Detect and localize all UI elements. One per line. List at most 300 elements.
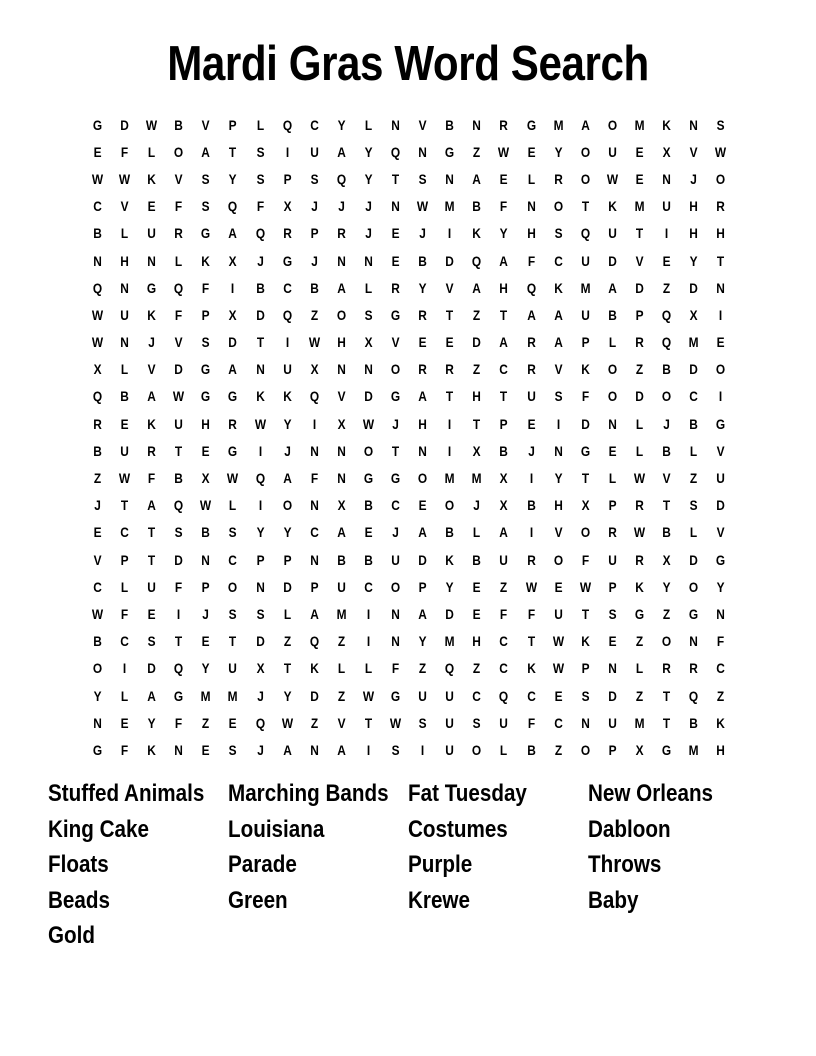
grid-letter: A	[228, 361, 238, 378]
grid-letter: N	[337, 470, 346, 487]
grid-letter: X	[689, 306, 698, 323]
grid-letter: P	[608, 497, 617, 514]
grid-letter: Z	[473, 660, 481, 677]
grid-letter: H	[526, 225, 536, 242]
grid-letter: E	[608, 633, 617, 650]
grid-letter: F	[148, 470, 156, 487]
grid-letter: D	[716, 497, 726, 514]
grid-letter: Q	[228, 198, 238, 215]
grid-letter: F	[121, 143, 129, 160]
grid-letter: F	[391, 660, 400, 677]
grid-letter: F	[527, 605, 535, 622]
grid-letter: N	[418, 143, 427, 160]
grid-letter: E	[554, 687, 563, 704]
grid-letter: K	[662, 116, 671, 133]
grid-letter: D	[255, 633, 265, 650]
grid-letter: M	[634, 198, 645, 215]
grid-letter: U	[580, 306, 590, 323]
grid-letter: T	[175, 633, 183, 650]
grid-letter: J	[256, 741, 264, 758]
grid-letter: D	[309, 687, 319, 704]
grid-letter: X	[229, 306, 237, 323]
grid-letter: O	[607, 388, 617, 405]
grid-letter: G	[688, 605, 699, 622]
word-list-item: Baby	[588, 886, 639, 914]
grid-letter: O	[607, 116, 617, 133]
grid-letter: M	[580, 279, 591, 296]
grid-letter: N	[337, 252, 346, 269]
grid-letter: Z	[635, 633, 644, 650]
grid-letter: R	[445, 361, 455, 378]
grid-letter: B	[120, 388, 129, 405]
grid-letter: Y	[364, 170, 373, 187]
grid-letter: D	[445, 605, 455, 622]
word-list-item: Parade	[228, 851, 297, 878]
grid-letter: A	[608, 279, 617, 296]
grid-letter: F	[500, 198, 508, 215]
grid-letter: F	[121, 741, 129, 758]
word-list-item: Fat Tuesday	[408, 780, 527, 807]
grid-letter: N	[337, 442, 346, 459]
grid-letter: H	[201, 415, 211, 432]
grid-letter: U	[228, 660, 238, 677]
grid-letter: G	[201, 361, 211, 378]
grid-letter: B	[662, 442, 671, 459]
grid-letter: D	[580, 415, 590, 432]
grid-letter: L	[121, 225, 129, 242]
grid-letter: I	[719, 306, 723, 323]
grid-letter: W	[633, 470, 646, 487]
grid-letter: E	[418, 334, 427, 351]
grid-letter: C	[499, 660, 509, 677]
word-list-item: Stuffed Animals	[48, 780, 205, 807]
grid-letter: B	[445, 524, 455, 541]
grid-letter: T	[527, 633, 535, 650]
word-list-item: Throws	[588, 851, 662, 878]
grid-letter: B	[337, 551, 346, 568]
grid-letter: R	[147, 442, 157, 459]
grid-letter: E	[93, 524, 102, 541]
grid-letter: G	[174, 687, 184, 704]
grid-letter: S	[608, 605, 617, 622]
grid-letter: Z	[500, 578, 508, 595]
grid-letter: P	[310, 225, 319, 242]
grid-letter: A	[337, 524, 346, 541]
grid-letter: N	[526, 198, 536, 215]
grid-letter: B	[93, 633, 102, 650]
grid-letter: Y	[201, 660, 210, 677]
grid-letter: W	[254, 415, 266, 432]
grid-letter: N	[553, 442, 563, 459]
grid-letter: L	[608, 470, 616, 487]
grid-letter: V	[391, 334, 400, 351]
grid-letter: G	[390, 687, 401, 704]
grid-letter: R	[635, 497, 644, 514]
grid-letter: P	[283, 551, 292, 568]
grid-letter: B	[499, 442, 509, 459]
grid-letter: R	[689, 660, 698, 677]
grid-letter: D	[174, 551, 184, 568]
grid-letter: V	[554, 361, 563, 378]
grid-letter: P	[499, 415, 508, 432]
grid-letter: R	[553, 170, 563, 187]
grid-letter: D	[174, 361, 184, 378]
grid-letter: T	[148, 524, 156, 541]
grid-letter: Y	[283, 687, 292, 704]
word-list-item: Louisiana	[228, 815, 325, 843]
grid-letter: K	[553, 279, 563, 296]
grid-letter: N	[309, 551, 319, 568]
grid-letter: U	[147, 578, 157, 595]
grid-letter: A	[309, 605, 319, 622]
grid-letter: I	[285, 143, 289, 160]
grid-letter: S	[364, 306, 373, 323]
grid-letter: F	[175, 714, 183, 731]
grid-letter: U	[445, 714, 455, 731]
grid-letter: D	[364, 388, 373, 405]
grid-letter: A	[418, 524, 427, 541]
grid-letter: B	[364, 551, 373, 568]
grid-letter: I	[366, 633, 371, 650]
grid-letter: E	[391, 252, 400, 269]
grid-letter: H	[337, 334, 346, 351]
grid-letter: Y	[283, 524, 292, 541]
grid-letter: I	[719, 388, 723, 405]
grid-letter: X	[662, 143, 671, 160]
grid-letter: S	[554, 225, 563, 242]
grid-letter: B	[662, 361, 671, 378]
grid-letter: S	[689, 497, 698, 514]
grid-letter: B	[689, 714, 698, 731]
grid-letter: O	[661, 388, 672, 405]
grid-letter: H	[472, 633, 482, 650]
grid-letter: P	[581, 334, 590, 351]
grid-letter: N	[689, 116, 698, 133]
grid-letter: S	[256, 143, 265, 160]
grid-letter: Y	[364, 143, 373, 160]
grid-letter: V	[174, 170, 183, 187]
grid-letter: C	[364, 578, 373, 595]
grid-letter: A	[418, 605, 427, 622]
grid-letter: L	[608, 334, 616, 351]
grid-letter: P	[581, 660, 590, 677]
grid-letter: O	[580, 143, 590, 160]
grid-letter: A	[472, 170, 482, 187]
grid-letter: Z	[473, 143, 481, 160]
grid-letter: G	[92, 116, 103, 133]
grid-letter: O	[580, 741, 590, 758]
grid-letter: J	[527, 442, 535, 459]
grid-letter: R	[499, 116, 509, 133]
grid-letter: W	[579, 578, 591, 595]
grid-letter: I	[312, 415, 316, 432]
grid-letter: L	[175, 252, 183, 269]
grid-letter: I	[258, 442, 262, 459]
grid-letter: G	[661, 741, 672, 758]
grid-letter: C	[282, 279, 292, 296]
grid-letter: K	[608, 198, 617, 215]
grid-letter: E	[418, 497, 427, 514]
grid-letter: F	[527, 252, 535, 269]
grid-letter: Y	[229, 170, 237, 187]
grid-letter: L	[364, 116, 373, 133]
grid-letter: U	[174, 415, 184, 432]
grid-letter: W	[119, 470, 131, 487]
grid-letter: S	[472, 714, 481, 731]
grid-letter: I	[177, 605, 181, 622]
grid-letter: X	[581, 497, 590, 514]
grid-letter: O	[472, 741, 482, 758]
grid-letter: W	[389, 714, 402, 731]
grid-letter: B	[445, 116, 455, 133]
grid-letter: Y	[554, 143, 563, 160]
grid-letter: K	[526, 660, 536, 677]
grid-letter: B	[174, 470, 184, 487]
grid-letter: K	[147, 170, 157, 187]
grid-letter: L	[364, 279, 373, 296]
grid-letter: Y	[716, 578, 725, 595]
grid-letter: P	[283, 170, 292, 187]
grid-letter: R	[337, 225, 346, 242]
grid-letter: F	[175, 578, 183, 595]
grid-letter: U	[337, 578, 346, 595]
grid-letter: S	[391, 741, 400, 758]
grid-letter: W	[715, 143, 727, 160]
grid-letter: C	[472, 687, 482, 704]
grid-letter: J	[94, 497, 101, 514]
grid-letter: Q	[174, 660, 184, 677]
grid-letter: T	[662, 714, 671, 731]
grid-letter: U	[608, 225, 617, 242]
grid-letter: I	[366, 741, 371, 758]
grid-letter: S	[147, 633, 156, 650]
grid-letter: L	[635, 660, 644, 677]
grid-letter: N	[716, 605, 726, 622]
grid-letter: Y	[689, 252, 698, 269]
grid-letter: B	[93, 442, 102, 459]
grid-letter: Z	[310, 714, 318, 731]
grid-letter: N	[472, 116, 482, 133]
grid-letter: I	[366, 605, 371, 622]
grid-letter: B	[526, 741, 536, 758]
grid-letter: F	[175, 306, 183, 323]
grid-letter: M	[471, 470, 482, 487]
grid-letter: U	[499, 551, 509, 568]
grid-letter: E	[527, 415, 536, 432]
grid-letter: L	[635, 415, 644, 432]
grid-letter: E	[716, 334, 725, 351]
grid-letter: F	[202, 279, 210, 296]
grid-letter: J	[690, 170, 697, 187]
grid-letter: P	[608, 578, 617, 595]
grid-letter: A	[553, 334, 563, 351]
grid-letter: R	[526, 551, 536, 568]
grid-letter: R	[93, 415, 102, 432]
grid-letter: V	[445, 279, 454, 296]
grid-letter: W	[606, 170, 618, 187]
grid-letter: N	[689, 633, 698, 650]
grid-letter: E	[120, 714, 129, 731]
grid-letter: W	[308, 334, 320, 351]
grid-letter: N	[391, 633, 400, 650]
grid-letter: C	[553, 252, 563, 269]
puzzle-title: Mardi Gras Word Search	[167, 37, 649, 91]
grid-letter: Q	[255, 714, 265, 731]
word-list-item: Green	[228, 886, 288, 914]
grid-letter: M	[634, 714, 645, 731]
grid-letter: I	[664, 225, 669, 242]
grid-letter: T	[635, 225, 644, 242]
grid-letter: W	[525, 578, 537, 595]
grid-letter: J	[365, 198, 372, 215]
grid-letter: C	[93, 578, 102, 595]
grid-letter: O	[390, 361, 401, 378]
grid-letter: K	[716, 714, 726, 731]
grid-letter: T	[662, 687, 671, 704]
grid-letter: W	[552, 660, 564, 677]
grid-letter: Q	[255, 225, 265, 242]
grid-letter: M	[336, 605, 347, 622]
word-list-item: Dabloon	[588, 815, 671, 843]
grid-letter: E	[472, 578, 481, 595]
grid-letter: G	[363, 470, 374, 487]
grid-letter: I	[448, 442, 452, 459]
grid-letter: O	[363, 442, 374, 459]
grid-letter: E	[364, 524, 373, 541]
grid-letter: D	[689, 551, 698, 568]
grid-letter: U	[608, 714, 617, 731]
grid-letter: C	[689, 388, 698, 405]
grid-letter: A	[337, 279, 346, 296]
grid-letter: U	[608, 551, 617, 568]
grid-letter: Z	[554, 741, 562, 758]
grid-letter: H	[689, 225, 698, 242]
grid-letter: Q	[526, 279, 536, 296]
grid-letter: Q	[174, 279, 184, 296]
grid-letter: T	[662, 497, 671, 514]
grid-letter: B	[201, 524, 211, 541]
grid-letter: C	[309, 524, 319, 541]
grid-letter: P	[229, 116, 237, 133]
grid-letter: V	[337, 714, 346, 731]
grid-letter: N	[255, 361, 265, 378]
grid-letter: P	[608, 741, 617, 758]
grid-letter: R	[418, 361, 427, 378]
grid-letter: H	[716, 741, 726, 758]
grid-letter: O	[228, 578, 238, 595]
grid-letter: W	[552, 633, 564, 650]
grid-letter: W	[146, 116, 158, 133]
grid-letter: Q	[445, 660, 455, 677]
grid-letter: A	[499, 524, 509, 541]
grid-letter: T	[121, 497, 129, 514]
grid-letter: H	[472, 388, 482, 405]
grid-letter: O	[716, 361, 726, 378]
grid-letter: Y	[93, 687, 102, 704]
grid-letter: T	[446, 388, 454, 405]
grid-letter: P	[418, 578, 427, 595]
grid-letter: J	[283, 442, 291, 459]
grid-letter: E	[445, 334, 454, 351]
grid-letter: A	[147, 687, 157, 704]
grid-letter: L	[283, 605, 291, 622]
grid-letter: T	[581, 605, 589, 622]
grid-letter: D	[228, 334, 238, 351]
grid-letter: X	[201, 470, 210, 487]
grid-letter: U	[147, 225, 157, 242]
grid-letter: K	[472, 225, 482, 242]
grid-letter: I	[285, 334, 289, 351]
grid-letter: Q	[499, 687, 509, 704]
grid-letter: M	[553, 116, 564, 133]
grid-letter: C	[499, 361, 509, 378]
grid-letter: R	[391, 279, 400, 296]
grid-letter: T	[283, 660, 291, 677]
grid-letter: U	[391, 551, 400, 568]
grid-letter: Y	[418, 279, 427, 296]
grid-letter: C	[553, 714, 563, 731]
grid-letter: G	[147, 279, 157, 296]
grid-letter: W	[227, 470, 239, 487]
grid-letter: L	[689, 442, 698, 459]
grid-letter: D	[608, 687, 617, 704]
grid-letter: S	[229, 605, 237, 622]
grid-letter: O	[580, 170, 590, 187]
grid-letter: H	[499, 279, 509, 296]
grid-letter: E	[662, 252, 671, 269]
grid-letter: U	[553, 605, 563, 622]
grid-letter: N	[608, 415, 617, 432]
grid-letter: N	[391, 605, 400, 622]
grid-letter: C	[93, 198, 102, 215]
grid-letter: Z	[93, 470, 102, 487]
grid-letter: P	[201, 306, 210, 323]
grid-letter: S	[174, 524, 183, 541]
word-list-item: Floats	[48, 851, 109, 878]
grid-letter: I	[258, 497, 262, 514]
grid-letter: J	[148, 334, 156, 351]
grid-letter: X	[472, 442, 481, 459]
grid-letter: E	[201, 633, 210, 650]
grid-letter: U	[580, 252, 590, 269]
grid-letter: H	[553, 497, 563, 514]
grid-letter: T	[500, 306, 508, 323]
grid-letter: T	[391, 170, 400, 187]
grid-letter: P	[310, 578, 319, 595]
grid-letter: Z	[662, 279, 671, 296]
grid-letter: N	[93, 714, 102, 731]
grid-letter: S	[554, 388, 563, 405]
grid-letter: L	[229, 497, 237, 514]
grid-letter: N	[716, 279, 726, 296]
grid-letter: L	[121, 687, 129, 704]
grid-letter: N	[364, 252, 373, 269]
grid-letter: Q	[580, 225, 590, 242]
grid-letter: D	[282, 578, 292, 595]
grid-letter: F	[256, 198, 264, 215]
grid-letter: B	[93, 225, 102, 242]
grid-letter: L	[635, 442, 644, 459]
grid-letter: K	[147, 741, 157, 758]
grid-letter: S	[256, 605, 265, 622]
grid-letter: B	[526, 497, 536, 514]
grid-letter: G	[228, 388, 238, 405]
grid-letter: R	[418, 306, 427, 323]
grid-letter: N	[391, 198, 400, 215]
grid-letter: Q	[390, 143, 401, 160]
grid-letter: B	[255, 279, 265, 296]
grid-letter: B	[608, 306, 617, 323]
